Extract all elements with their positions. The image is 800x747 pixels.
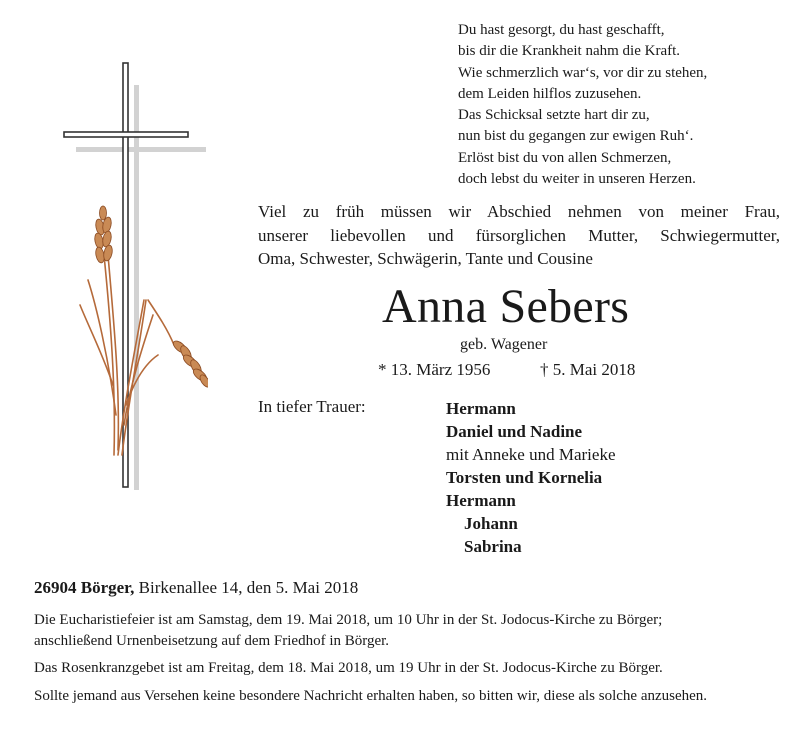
- mourner-name: Torsten und Kornelia: [446, 468, 603, 487]
- mourner-name: Sabrina: [464, 537, 522, 556]
- mourner-name: Hermann: [446, 399, 516, 418]
- intro-line: Oma, Schwester, Schwägerin, Tante und Cousine: [258, 249, 593, 268]
- mourning-label: In tiefer Trauer:: [258, 397, 366, 416]
- mourner-name: mit Anneke und Marieke: [446, 445, 616, 464]
- poem-line: dem Leiden hilflos zuzusehen.: [458, 85, 642, 102]
- mourner-name: Daniel und Nadine: [446, 422, 583, 441]
- intro-text: [258, 200, 780, 271]
- poem-line: bis dir die Krankheit nahm die Kraft.: [458, 43, 681, 60]
- poem-line: Erlöst bist du von allen Schmerzen,: [458, 149, 672, 166]
- location-address-date: Birkenallee 14, den 5. Mai 2018: [134, 578, 359, 597]
- poem-line: Das Schicksal setzte hart dir zu,: [458, 107, 650, 124]
- mass-note: [34, 610, 772, 651]
- service-notes: [34, 610, 772, 713]
- mass-note-line: Die Eucharistiefeier ist am Samstag, dem 19. Mai 2018, um 10 Uhr in der St. Jodocus-Kirche zu Börger;: [34, 612, 663, 628]
- intro-line: unserer liebevollen und fürsorglichen Mutter, Schwiegermutter,: [258, 225, 780, 245]
- poem-line: Du hast gesorgt, du hast geschafft,: [458, 22, 665, 38]
- poem: [458, 20, 707, 190]
- death-date: † 5. Mai 2018: [540, 360, 636, 379]
- birth-name: geb. Wagener: [460, 336, 548, 353]
- rosary-note: Das Rosenkranzgebet ist am Freitag, dem 18. Mai 2018, um 19 Uhr in der St. Jodocus-Kirche zu Börger.: [34, 660, 663, 676]
- closing-note: Sollte jemand aus Versehen keine besondere Nachricht erhalten haben, so bitten wir, diese als solche anzusehen.: [34, 687, 708, 704]
- mourner-name: Johann: [464, 514, 518, 533]
- birth-date: * 13. März 1956: [378, 360, 491, 379]
- poem-line: nun bist du gegangen zur ewigen Ruh‘.: [458, 128, 694, 145]
- poem-line: Wie schmerzlich war‘s, vor dir zu stehen,: [458, 64, 708, 81]
- poem-line: doch lebst du weiter in unseren Herzen.: [458, 171, 696, 188]
- mourner-name: Hermann: [446, 491, 516, 510]
- location-place: 26904 Börger,: [34, 578, 135, 597]
- mass-note-line: anschließend Urnenbeisetzung auf dem Friedhof in Börger.: [34, 632, 390, 649]
- deceased-name: Anna Sebers: [382, 280, 630, 333]
- cross-with-wheat-illustration: [58, 55, 208, 495]
- intro-line: Viel zu früh müssen wir Abschied nehmen von meiner Frau,: [258, 202, 780, 221]
- mourners-list: [446, 397, 616, 558]
- location-line: [34, 578, 358, 598]
